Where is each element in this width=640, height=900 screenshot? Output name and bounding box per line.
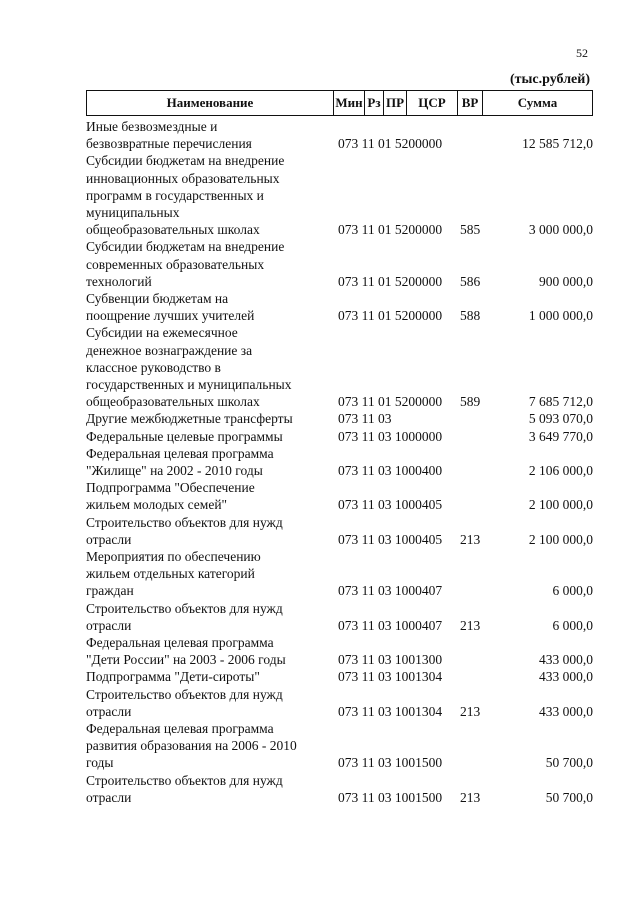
row-name: жильем отдельных категорий <box>86 566 255 582</box>
header-sum: Сумма <box>517 95 558 110</box>
table-row <box>86 188 593 204</box>
row-name: годы <box>86 755 114 771</box>
row-name: Субвенции бюджетам на <box>86 291 229 306</box>
row-code: 073 11 01 5200000 <box>338 394 443 410</box>
row-name: отрасли <box>86 789 132 805</box>
row-name: технологий <box>86 273 152 289</box>
table-row <box>86 257 593 273</box>
row-name: общеобразовательных школах <box>86 394 260 410</box>
row-name: денежное вознаграждение за <box>86 342 253 358</box>
table-row <box>86 239 593 255</box>
row-code: 073 11 03 <box>338 411 392 427</box>
header-vr: ВР <box>461 95 479 110</box>
row-vr: 213 <box>460 617 481 633</box>
row-code: 073 11 01 5200000 <box>338 273 443 289</box>
table-row <box>86 325 593 341</box>
row-sum: 6 000,0 <box>552 583 593 599</box>
table-row <box>86 652 593 668</box>
row-name: Строительство объектов для нужд <box>86 600 283 616</box>
table-row <box>86 635 593 651</box>
row-name: Мероприятия по обеспечению <box>86 549 261 564</box>
row-name: Подпрограмма "Обеспечение <box>86 480 255 496</box>
row-name: классное руководство в <box>86 359 221 375</box>
table-row <box>86 171 593 187</box>
table-row <box>86 669 593 685</box>
row-sum: 12 585 712,0 <box>522 136 593 152</box>
row-code: 073 11 03 1000405 <box>338 497 443 513</box>
table-row <box>86 377 593 393</box>
table-row <box>86 205 593 221</box>
row-vr: 213 <box>460 531 481 547</box>
table-row <box>86 583 593 599</box>
table-row <box>86 153 593 169</box>
row-name: развития образования на 2006 - 2010 <box>86 738 297 754</box>
row-code: 073 11 03 1000405 <box>338 531 443 547</box>
page-number: 52 <box>576 46 588 60</box>
table-row <box>86 773 593 789</box>
table-row <box>86 429 593 445</box>
row-name: "Дети России" на 2003 - 2006 годы <box>86 652 286 668</box>
row-code: 073 11 01 5200000 <box>338 222 443 238</box>
row-code: 073 11 03 1000000 <box>338 428 443 444</box>
row-name: Федеральная целевая программа <box>86 635 274 650</box>
row-sum: 50 700,0 <box>545 755 593 771</box>
row-code: 073 11 03 1000400 <box>338 463 443 478</box>
table-row <box>86 463 593 479</box>
table-row <box>86 394 593 410</box>
row-sum: 2 100 000,0 <box>528 497 593 513</box>
row-name: Федеральная целевая программа <box>86 721 274 736</box>
row-sum: 1 000 000,0 <box>528 308 593 324</box>
units-label: (тыс.рублей) <box>509 72 590 87</box>
row-name: общеобразовательных школах <box>86 222 260 238</box>
table-row <box>86 222 593 238</box>
table-row <box>86 704 593 720</box>
table-row <box>86 480 593 496</box>
table-row <box>86 274 593 290</box>
row-code: 073 11 03 1001304 <box>338 669 443 685</box>
row-sum: 433 000,0 <box>539 703 593 719</box>
row-name: отрасли <box>86 531 132 547</box>
row-name: современных образовательных <box>86 256 265 272</box>
row-name: Строительство объектов для нужд <box>86 514 283 530</box>
table-row <box>86 721 593 737</box>
row-sum: 3 000 000,0 <box>528 222 593 238</box>
row-sum: 433 000,0 <box>539 669 593 685</box>
row-code: 073 11 03 1001300 <box>338 652 443 668</box>
row-name: безвозвратные перечисления <box>86 136 252 152</box>
table-row <box>86 136 593 152</box>
row-code: 073 11 01 5200000 <box>338 136 443 152</box>
table-row <box>86 601 593 617</box>
table-row <box>86 343 593 359</box>
header-rz: Рз <box>367 95 381 110</box>
row-name: Субсидии бюджетам на внедрение <box>86 239 285 255</box>
row-name: "Жилище" на 2002 - 2010 годы <box>86 463 263 478</box>
row-sum: 6 000,0 <box>552 617 593 633</box>
row-name: Другие межбюджетные трансферты <box>86 411 293 427</box>
row-code: 073 11 01 5200000 <box>338 308 443 324</box>
row-vr: 586 <box>460 273 481 289</box>
table-row <box>86 291 593 307</box>
header-pr: ПР <box>385 95 405 110</box>
row-vr: 589 <box>460 394 481 410</box>
row-name: программ в государственных и <box>86 187 264 203</box>
table-row <box>86 687 593 703</box>
row-name: Строительство объектов для нужд <box>86 772 283 788</box>
row-vr: 213 <box>460 703 481 719</box>
row-name: Подпрограмма "Дети-сироты" <box>86 669 260 685</box>
header-csr: ЦСР <box>418 95 446 110</box>
table-row <box>86 549 593 565</box>
table-row <box>86 360 593 376</box>
row-code: 073 11 03 1000407 <box>338 617 443 633</box>
row-code: 073 11 03 1000407 <box>338 583 443 599</box>
row-vr: 588 <box>460 308 481 324</box>
row-sum: 2 106 000,0 <box>528 463 593 478</box>
row-sum: 3 649 770,0 <box>528 428 593 444</box>
row-name: Федеральная целевая программа <box>86 445 274 461</box>
header-min: Мин <box>335 95 363 110</box>
table-row <box>86 119 593 135</box>
row-sum: 2 100 000,0 <box>528 531 593 547</box>
row-name: жильем молодых семей" <box>86 497 228 513</box>
row-name: муниципальных <box>86 205 180 220</box>
row-sum: 7 685 712,0 <box>528 394 593 410</box>
table-row <box>86 738 593 754</box>
table-row <box>86 790 593 806</box>
table-row <box>86 446 593 462</box>
table-row <box>86 532 593 548</box>
row-sum: 900 000,0 <box>539 273 593 289</box>
table-row <box>86 618 593 634</box>
header-name: Наименование <box>166 95 254 110</box>
table-row <box>86 308 593 324</box>
row-name: поощрение лучших учителей <box>86 308 255 324</box>
row-vr: 585 <box>460 222 481 238</box>
row-code: 073 11 03 1001500 <box>338 755 443 771</box>
row-name: отрасли <box>86 617 132 633</box>
row-name: граждан <box>86 583 134 599</box>
row-name: государственных и муниципальных <box>86 377 292 392</box>
row-name: Иные безвозмездные и <box>86 119 218 134</box>
row-vr: 213 <box>460 789 481 805</box>
row-code: 073 11 03 1001500 <box>338 789 443 805</box>
table-header <box>86 90 593 116</box>
row-sum: 50 700,0 <box>545 789 593 805</box>
row-name: Федеральные целевые программы <box>86 428 283 444</box>
row-name: Субсидии на ежемесячное <box>86 325 238 341</box>
row-name: Строительство объектов для нужд <box>86 686 283 702</box>
table-row <box>86 566 593 582</box>
row-code: 073 11 03 1001304 <box>338 703 443 719</box>
row-name: инновационных образовательных <box>86 170 280 186</box>
table-row <box>86 755 593 771</box>
row-sum: 5 093 070,0 <box>528 411 593 427</box>
row-name: Субсидии бюджетам на внедрение <box>86 153 285 169</box>
table-row <box>86 497 593 513</box>
table-row <box>86 515 593 531</box>
row-name: отрасли <box>86 703 132 719</box>
row-sum: 433 000,0 <box>539 652 593 668</box>
table-row <box>86 411 593 427</box>
